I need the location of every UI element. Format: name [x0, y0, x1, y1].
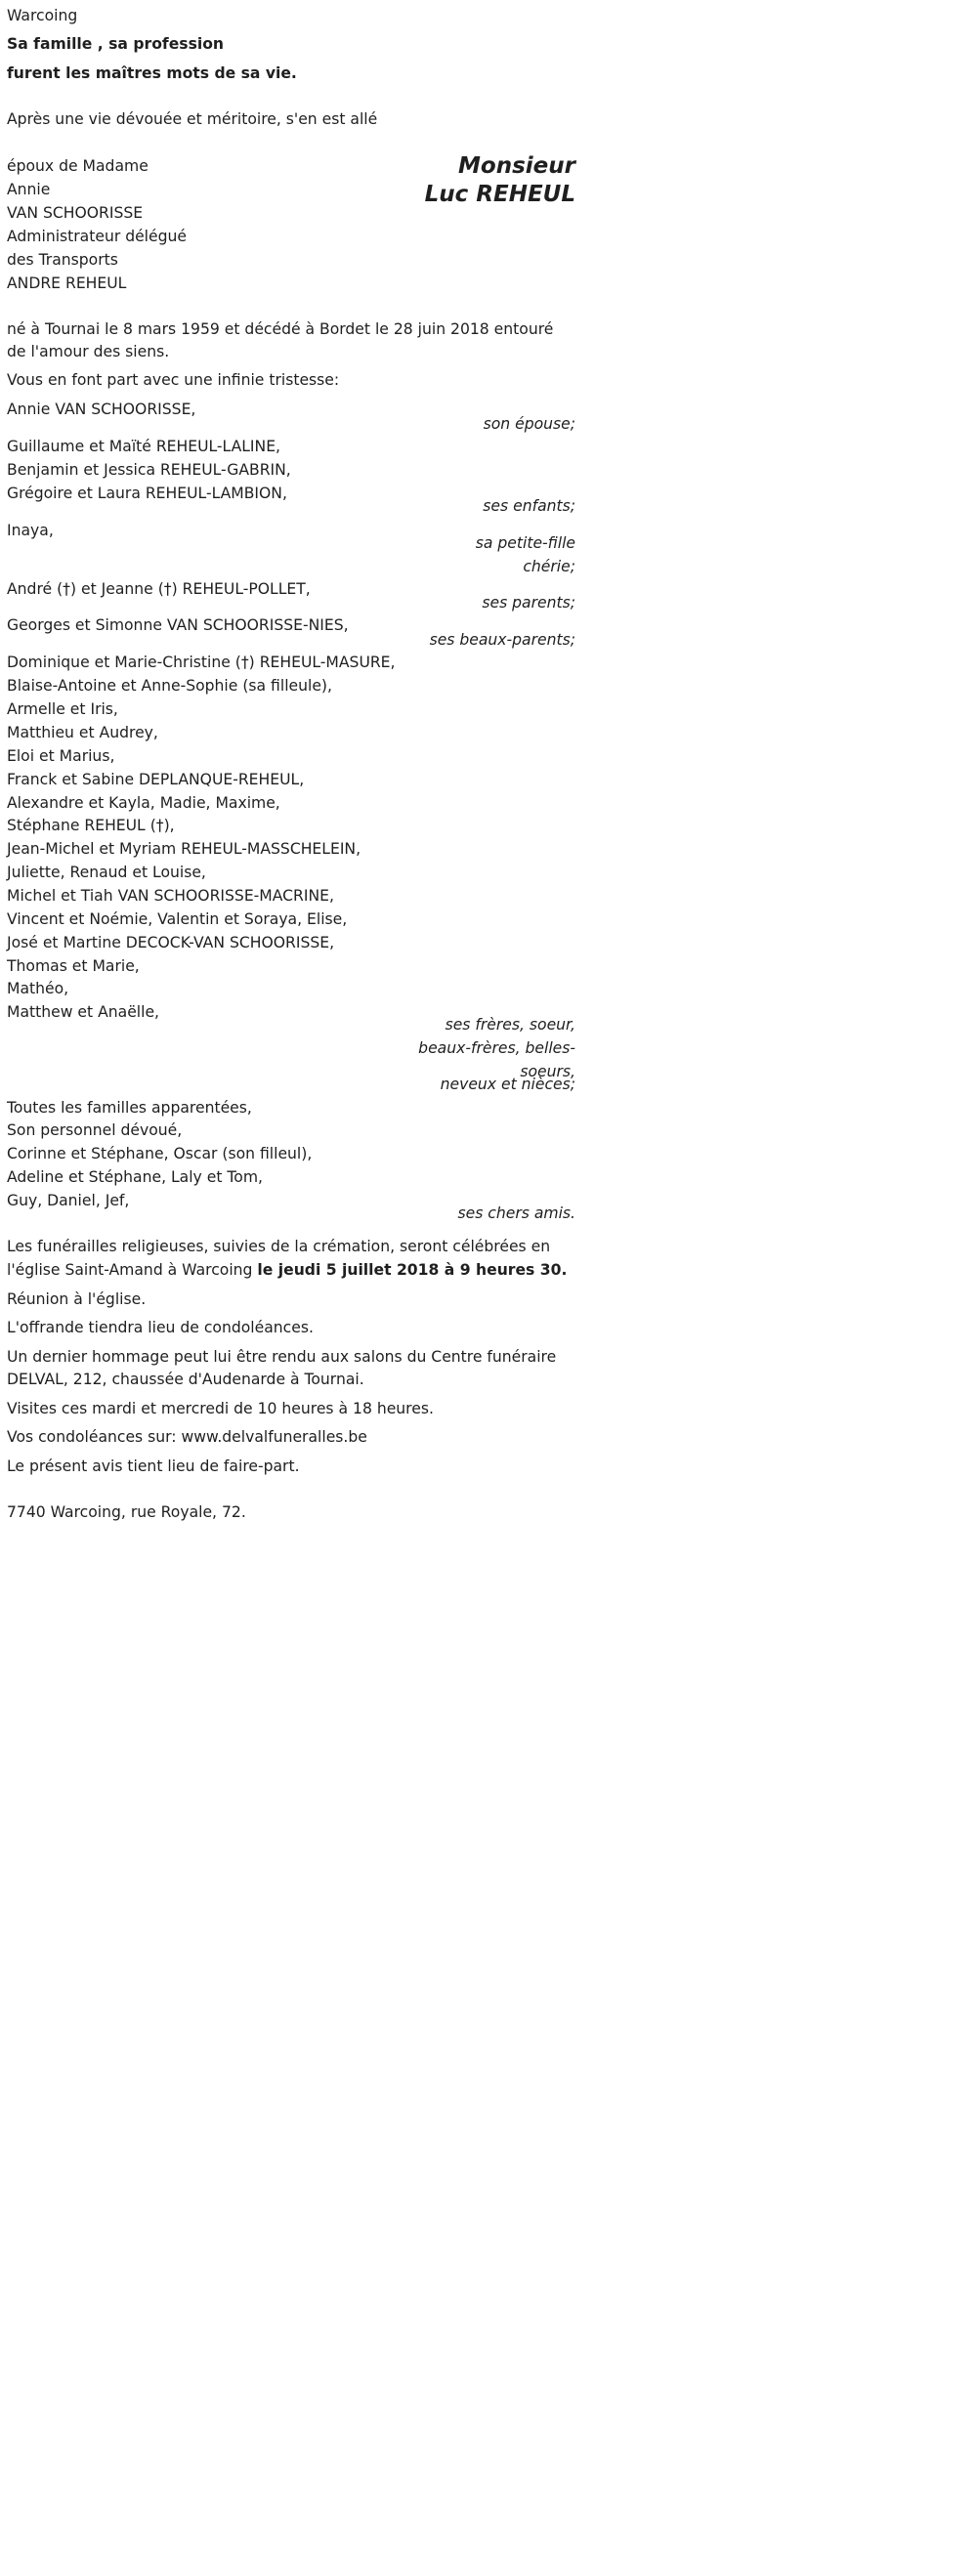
relation-label: son épouse; [483, 415, 575, 433]
family-member: Mathéo, [7, 980, 69, 997]
family-member: Benjamin et Jessica REHEUL-GABRIN, [7, 461, 291, 479]
family-member: Matthieu et Audrey, [7, 724, 158, 741]
tribute-line-1: Un dernier hommage peut lui être rendu aux salons du Centre funéraire [7, 1348, 557, 1366]
relation-label: sa petite-fille [475, 534, 575, 552]
description-line: époux de Madame [7, 157, 149, 175]
deceased-name: Luc REHEUL [424, 182, 575, 207]
family-member: Son personnel dévoué, [7, 1121, 183, 1139]
description-line: Administrateur délégué [7, 228, 187, 245]
announcement: Vous en font part avec une infinie tristesse: [7, 371, 340, 389]
condolences-link[interactable]: www.delvalfuneralles.be [181, 1428, 367, 1446]
family-member: Grégoire et Laura REHEUL-LAMBION, [7, 485, 287, 502]
family-member: Thomas et Marie, [7, 957, 140, 975]
notice-text: Le présent avis tient lieu de faire-part. [7, 1457, 300, 1475]
family-member: Jean-Michel et Myriam REHEUL-MASSCHELEIN, [7, 840, 361, 858]
birth-death-line-1: né à Tournai le 8 mars 1959 et décédé à Bordet le 28 juin 2018 entouré [7, 320, 554, 338]
family-member: Juliette, Renaud et Louise, [7, 864, 206, 881]
family-member: Guillaume et Maïté REHEUL-LALINE, [7, 438, 281, 455]
relation-label: ses enfants; [483, 497, 575, 515]
meeting-text: Réunion à l'église. [7, 1290, 147, 1308]
description-line: VAN SCHOORISSE [7, 204, 144, 222]
description-line: ANDRE REHEUL [7, 274, 127, 292]
relation-label: beaux-frères, belles- [418, 1039, 575, 1057]
visits-text: Visites ces mardi et mercredi de 10 heures à 18 heures. [7, 1400, 434, 1417]
family-member: Toutes les familles apparentées, [7, 1099, 252, 1117]
description-line: Annie [7, 181, 51, 198]
funeral-line-1: Les funérailles religieuses, suivies de la crémation, seront célébrées en [7, 1238, 551, 1255]
family-member: Adeline et Stéphane, Laly et Tom, [7, 1168, 263, 1186]
family-member: Vincent et Noémie, Valentin et Soraya, Elise, [7, 910, 348, 928]
motto-line-1: Sa famille , sa profession [7, 35, 225, 53]
description-line: des Transports [7, 251, 118, 269]
condolences-line [7, 1427, 367, 1447]
family-member: Corinne et Stéphane, Oscar (son filleul), [7, 1145, 313, 1162]
family-member: Blaise-Antoine et Anne-Sophie (sa filleule), [7, 677, 332, 695]
birth-death-line-2: de l'amour des siens. [7, 343, 170, 360]
relation-label: ses beaux-parents; [429, 631, 575, 649]
relation-label: chérie; [523, 558, 575, 575]
funeral-church: l'église Saint-Amand à Warcoing [7, 1261, 258, 1279]
relation-label: ses parents; [482, 594, 575, 612]
family-member: André (†) et Jeanne (†) REHEUL-POLLET, [7, 580, 311, 598]
family-member: Matthew et Anaëlle, [7, 1003, 160, 1021]
family-member: José et Martine DECOCK-VAN SCHOORISSE, [7, 934, 335, 951]
address: 7740 Warcoing, rue Royale, 72. [7, 1503, 246, 1521]
relation-label: soeurs, [520, 1063, 575, 1080]
condolences-label: Vos condoléances sur: [7, 1428, 182, 1446]
family-member: Eloi et Marius, [7, 747, 115, 765]
intro-text: Après une vie dévouée et méritoire, s'en est allé [7, 110, 378, 128]
family-member: Franck et Sabine DEPLANQUE-REHEUL, [7, 771, 305, 788]
offering-text: L'offrande tiendra lieu de condoléances. [7, 1319, 314, 1336]
funeral-date: le jeudi 5 juillet 2018 à 9 heures 30. [257, 1261, 568, 1279]
family-member: Inaya, [7, 522, 54, 539]
family-member: Armelle et Iris, [7, 700, 118, 718]
tribute-line-2: DELVAL, 212, chaussée d'Audenarde à Tournai. [7, 1371, 364, 1388]
family-member: Alexandre et Kayla, Madie, Maxime, [7, 794, 280, 812]
place-name: Warcoing [7, 7, 78, 24]
relation-label: ses frères, soeur, [445, 1016, 575, 1034]
motto-line-2: furent les maîtres mots de sa vie. [7, 64, 297, 82]
relation-label: neveux et nièces; [440, 1076, 575, 1093]
family-member: Guy, Daniel, Jef, [7, 1192, 130, 1209]
funeral-line-2 [7, 1260, 567, 1280]
family-member: Annie VAN SCHOORISSE, [7, 401, 196, 418]
deceased-title: Monsieur [458, 153, 575, 179]
family-member: Michel et Tiah VAN SCHOORISSE-MACRINE, [7, 887, 334, 905]
family-member: Stéphane REHEUL (†), [7, 817, 175, 834]
family-member: Georges et Simonne VAN SCHOORISSE-NIES, [7, 616, 349, 634]
family-member: Dominique et Marie-Christine (†) REHEUL-MASURE, [7, 654, 396, 671]
relation-label: ses chers amis. [457, 1204, 575, 1222]
